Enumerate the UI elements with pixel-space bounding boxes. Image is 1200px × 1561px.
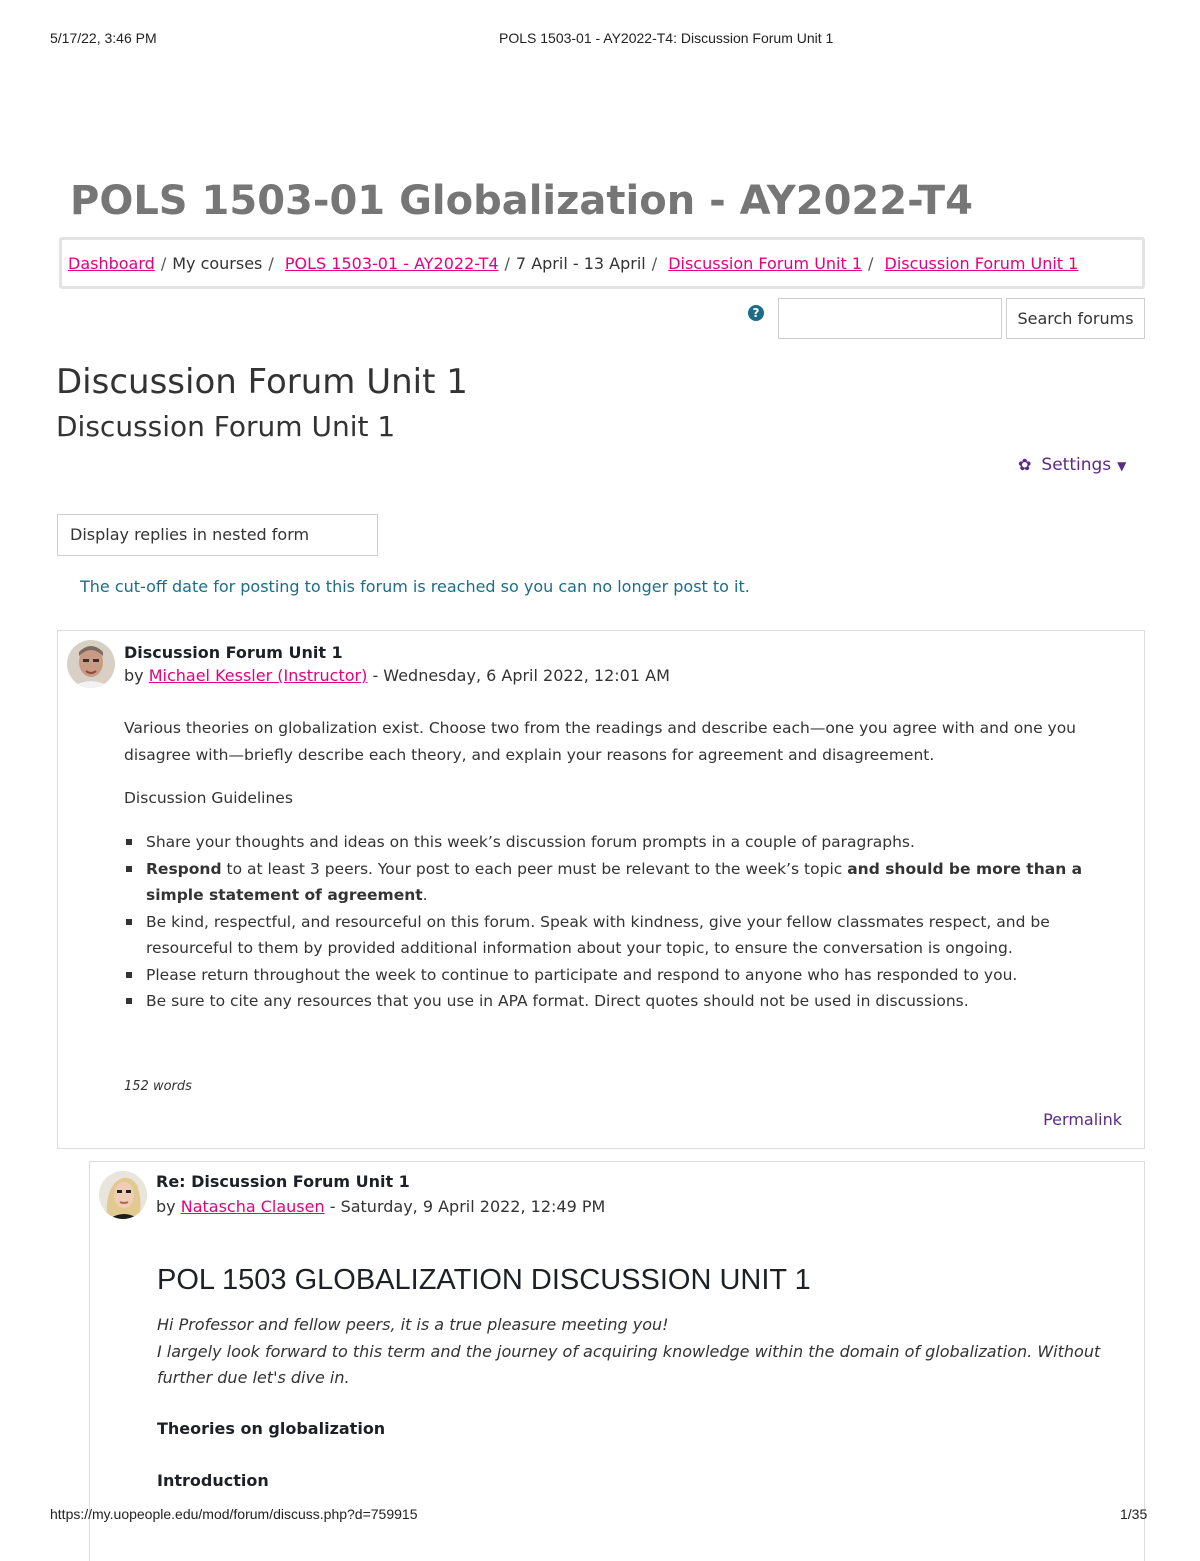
caret-down-icon: ▼ (1117, 459, 1127, 473)
discussion-title: Discussion Forum Unit 1 (56, 410, 396, 443)
list-item (124, 909, 1124, 962)
display-mode-select[interactable]: Display replies in nested form (57, 514, 378, 556)
post-date: - Saturday, 9 April 2022, 12:49 PM (324, 1197, 606, 1216)
post-intro: Various theories on globalization exist. Choose two from the readings and describe each—one you agree with and one you disagree with—briefly describe each theory, and explain your reasons for agreement and disagreement. (124, 719, 1077, 764)
permalink-link[interactable]: Permalink (1043, 1110, 1122, 1129)
list-item (124, 988, 1124, 1015)
guideline-text: Please return throughout the week to continue to participate and respond to anyone who has responded to you. (146, 965, 1018, 984)
print-url: https://my.uopeople.edu/mod/forum/discuss.php?d=759915 (50, 1506, 418, 1522)
forum-post (57, 630, 1145, 1149)
print-page-number: 1/35 (1120, 1506, 1148, 1522)
post-subject: Re: Discussion Forum Unit 1 (156, 1172, 410, 1191)
guideline-text: . (422, 886, 428, 904)
page-title: Discussion Forum Unit 1 (56, 362, 468, 402)
author-link[interactable]: Michael Kessler (Instructor) (148, 666, 368, 685)
breadcrumb-course-link[interactable]: POLS 1503-01 - AY2022-T4 (284, 254, 499, 273)
guideline-text: Be kind, respectful, and resourceful on this forum. Speak with kindness, give your fellow classmates respect, and be resourceful to them by provided additional information about your topic, to ensure the conversation is ongoing. (146, 912, 1050, 957)
post-date: - Wednesday, 6 April 2022, 12:01 AM (367, 666, 670, 685)
breadcrumb-separator: / (868, 254, 874, 273)
post-byline (156, 1197, 605, 1216)
author-link[interactable]: Natascha Clausen (180, 1197, 325, 1216)
reply-section-heading: Introduction (157, 1471, 269, 1490)
breadcrumb-separator: / (268, 254, 274, 273)
guidelines-heading: Discussion Guidelines (124, 789, 293, 807)
breadcrumb-week: 7 April - 13 April (515, 254, 646, 273)
breadcrumb-my-courses: My courses (172, 254, 263, 273)
course-title: POLS 1503-01 Globalization - AY2022-T4 (70, 178, 973, 224)
list-item (124, 856, 1124, 909)
byline-by: by (124, 666, 144, 685)
reply-intro: I largely look forward to this term and the journey of acquiring knowledge within the domain of globalization. Without further due let's dive in. (157, 1342, 1101, 1387)
forum-reply (89, 1161, 1148, 1561)
search-input[interactable] (778, 298, 1002, 339)
reply-section-heading: Theories on globalization (157, 1419, 386, 1438)
author-avatar[interactable] (67, 640, 115, 688)
breadcrumb-separator: / (160, 254, 167, 273)
breadcrumb-container (59, 237, 1145, 289)
settings-label: Settings (1041, 455, 1112, 475)
guideline-bold: Respond (146, 859, 222, 878)
breadcrumb-dashboard-link[interactable]: Dashboard (68, 254, 155, 273)
list-item (124, 962, 1124, 989)
byline-by: by (156, 1197, 176, 1216)
breadcrumb (68, 254, 1078, 273)
breadcrumb-separator: / (504, 254, 510, 273)
print-timestamp: 5/17/22, 3:46 PM (50, 30, 157, 46)
author-avatar[interactable] (99, 1171, 147, 1219)
breadcrumb-discussion-link[interactable]: Discussion Forum Unit 1 (884, 254, 1079, 273)
help-icon[interactable]: ? (748, 305, 764, 321)
post-byline (124, 666, 670, 685)
cutoff-notice: The cut-off date for posting to this forum is reached so you can no longer post to it. (80, 577, 750, 596)
guideline-text: Share your thoughts and ideas on this week’s discussion forum prompts in a couple of paragraphs. (146, 833, 915, 851)
settings-menu[interactable] (1018, 455, 1126, 475)
list-item (124, 829, 1124, 856)
reply-heading: POL 1503 GLOBALIZATION DISCUSSION UNIT 1 (157, 1264, 811, 1296)
print-document-title: POLS 1503-01 - AY2022-T4: Discussion Forum Unit 1 (499, 30, 834, 46)
breadcrumb-forum-link[interactable]: Discussion Forum Unit 1 (668, 254, 863, 273)
gear-icon: ✿ (1018, 455, 1032, 474)
guideline-text: to at least 3 peers. Your post to each peer must be relevant to the week’s topic (221, 859, 848, 878)
post-subject: Discussion Forum Unit 1 (124, 643, 343, 662)
guideline-bold: and should be more than a simple statement of agreement (146, 859, 1083, 904)
guidelines-list (124, 829, 1124, 1015)
search-forums-button[interactable]: Search forums (1006, 298, 1145, 339)
reply-greeting: Hi Professor and fellow peers, it is a true pleasure meeting you! (157, 1315, 669, 1334)
word-count: 152 words (124, 1079, 192, 1094)
guideline-text: Be sure to cite any resources that you use in APA format. Direct quotes should not be used in discussions. (146, 992, 969, 1010)
breadcrumb-separator: / (651, 254, 658, 273)
